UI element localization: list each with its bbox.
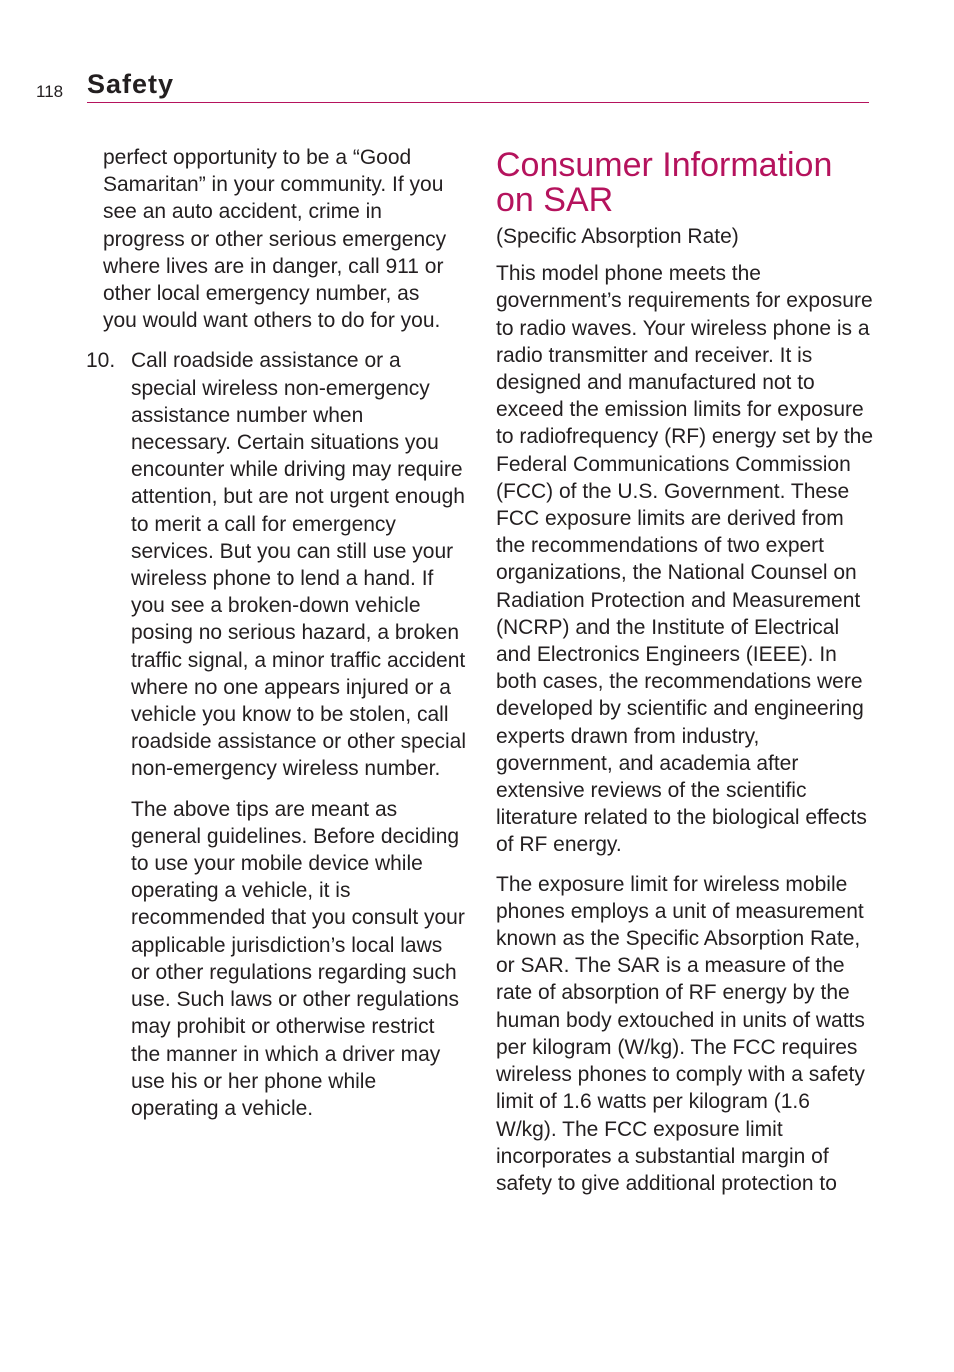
- guidelines-paragraph: The above tips are meant as general guidelines. Before deciding to use your mobile device while operating a vehicle, it is recommended that you consult your applicable jurisdiction’s local laws or other regulations regarding such use. Such laws or other regulations may prohibit or otherwise restrict the manner in which a driver may use his or her phone while operating a vehicle.: [131, 797, 465, 1120]
- sar-intro-paragraph: [496, 260, 874, 858]
- list-item-number: 10.: [86, 349, 116, 373]
- right-column: [496, 148, 874, 1197]
- list-item-text: Call roadside assistance or a special wireless non-emergency assistance number when necessary. Certain situations you encounter while driving may require attention, but are not urgent enough to merit a call for emergency services. But you can still use your wireless phone to lend a hand. If you see a broken-down vehicle posing no serious hazard, a broken traffic signal, a minor traffic accident where no one appears injured or a vehicle you know to be stolen, call roadside assistance or other special non-emergency wireless number.: [131, 349, 467, 781]
- continued-paragraph: perfect opportunity to be a “Good Samaritan” in your community. If you see an auto accident, crime in progress or other serious emergency where lives are in danger, call 911 or other local emergency number, as you would want others to do for you.: [103, 146, 447, 333]
- page-number: 118: [36, 82, 64, 101]
- sar-subtitle: (Specific Absorption Rate): [496, 225, 739, 248]
- sar-intro-bold: This model phone meets the government’s requirements for exposure to radio waves.: [496, 262, 873, 340]
- left-column: [86, 144, 466, 1122]
- sar-heading: Consumer Information on SAR: [496, 146, 833, 219]
- sar-paragraph-2: The exposure limit for wireless mobile phones employs a unit of measurement known as the Specific Absorption Rate, or SAR. The SAR is a measure of the rate of absorption of RF energy by the human body extouched in units of watts per kilogram (W/kg). The FCC requires wireless phones to comply with a safety limit of 1.6 watts per kilogram (1.6 W/kg). The FCC exposure limit incorporates a substantial margin of safety to give additional protection to: [496, 872, 865, 1195]
- list-item-10: [86, 347, 466, 782]
- section-title: Safety: [87, 69, 175, 99]
- header-divider: [87, 102, 869, 103]
- sar-intro-text: Your wireless phone is a radio transmitter and receiver. It is designed and manufactured not to exceed the emission limits for exposure to radiofrequency (RF) energy set by the Federal Communications Commission (FCC) of the U.S. Government. These FCC exposure limits are derived from the recommendations of two expert organizations, the National Counsel on Radiation Protection and Measurement (NCRP) and the Institute of Electrical and Electronics Engineers (IEEE). In both cases, the recommendations were developed by scientific and engineering experts drawn from industry, government, and academia after extensive reviews of the scientific literature related to the biological effects of RF energy.: [496, 316, 874, 857]
